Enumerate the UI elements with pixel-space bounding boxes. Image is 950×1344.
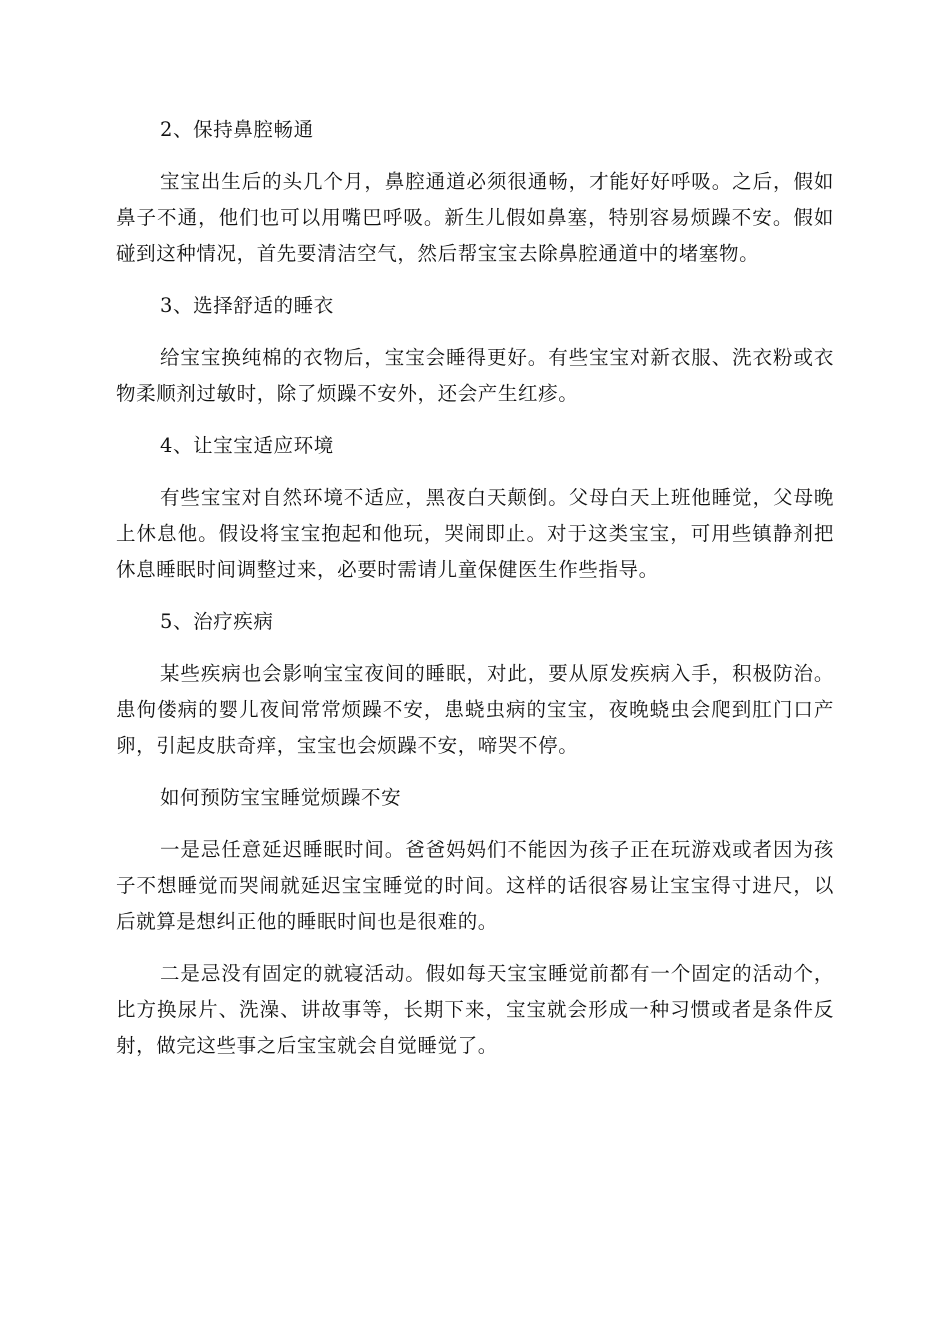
- paragraph-illness: 某些疾病也会影响宝宝夜间的睡眠，对此，要从原发疾病入手，积极防治。患佝偻病的婴儿夜间常常烦躁不安，患蛲虫病的宝宝，夜晚蛲虫会爬到肛门口产卵，引起皮肤奇痒，宝宝也会烦躁不安，啼哭不停。: [116, 662, 834, 757]
- section-heading-prevention: 如何预防宝宝睡觉烦躁不安: [160, 786, 402, 809]
- document-page: [116, 112, 834, 1080]
- paragraph-environment: 有些宝宝对自然环境不适应，黑夜白天颠倒。父母白天上班他睡觉，父母晚上休息他。假设将宝宝抱起和他玩，哭闹即止。对于这类宝宝，可用些镇静剂把休息睡眠时间调整过来，必要时需请儿童保健医生作些指导。: [116, 486, 834, 581]
- section-heading-pajamas: 3、选择舒适的睡衣: [160, 294, 334, 317]
- section-heading-nasal: 2、保持鼻腔畅通: [160, 118, 314, 141]
- paragraph-prevention-2: 二是忌没有固定的就寝活动。假如每天宝宝睡觉前都有一个固定的活动个，比方换尿片、洗澡、讲故事等，长期下来，宝宝就会形成一种习惯或者是条件反射，做完这些事之后宝宝就会自觉睡觉了。: [116, 962, 834, 1057]
- paragraph-nasal: 宝宝出生后的头几个月，鼻腔通道必须很通畅，才能好好呼吸。之后，假如鼻子不通，他们也可以用嘴巴呼吸。新生儿假如鼻塞，特别容易烦躁不安。假如碰到这种情况，首先要清洁空气，然后帮宝宝去除鼻腔通道中的堵塞物。: [116, 170, 834, 265]
- paragraph-pajamas: 给宝宝换纯棉的衣物后，宝宝会睡得更好。有些宝宝对新衣服、洗衣粉或衣物柔顺剂过敏时，除了烦躁不安外，还会产生红疹。: [116, 346, 834, 405]
- paragraph-prevention-1: 一是忌任意延迟睡眠时间。爸爸妈妈们不能因为孩子正在玩游戏或者因为孩子不想睡觉而哭闹就延迟宝宝睡觉的时间。这样的话很容易让宝宝得寸进尺，以后就算是想纠正他的睡眠时间也是很难的。: [116, 838, 834, 933]
- section-heading-environment: 4、让宝宝适应环境: [160, 434, 334, 457]
- section-heading-illness: 5、治疗疾病: [160, 610, 274, 633]
